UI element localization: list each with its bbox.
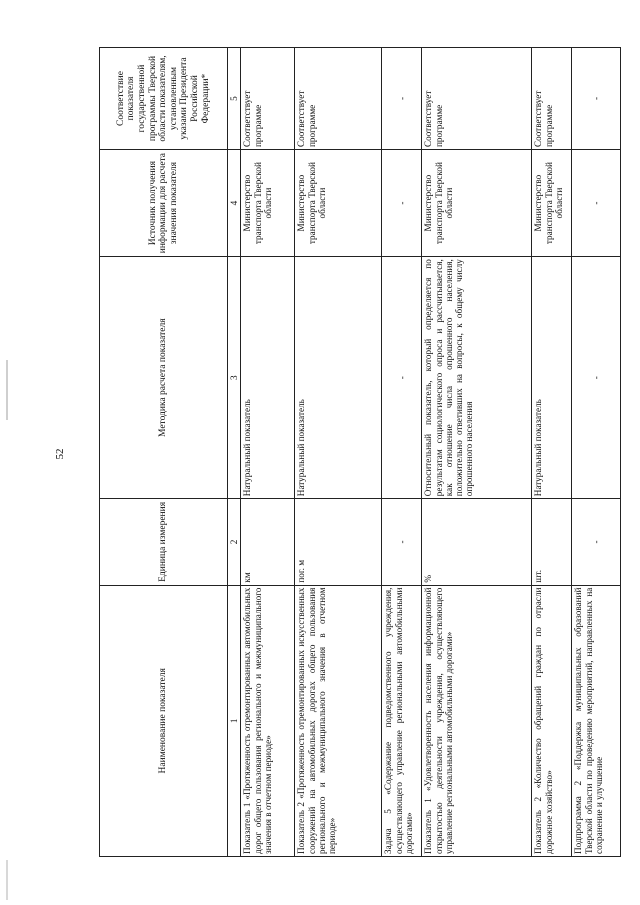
table-row — [572, 48, 621, 857]
column-number: 3 — [228, 257, 241, 499]
subprogram-name: Подпрограмма 2 «Поддержка муниципальных образований Тверской области по проведению мероприятий, направленных на сохранение и улучшение — [572, 585, 621, 856]
scan-margin-mark — [6, 860, 8, 900]
header-row — [100, 48, 228, 857]
table-row — [532, 48, 572, 857]
table-row — [382, 48, 422, 857]
indicator-name: Показатель 1 «Протяженность отремонтированных автомобильных дорог общего пользования регионального и межмуниципального значения в отчетном периоде» — [241, 585, 295, 856]
indicator-source: - — [572, 150, 621, 257]
header-conformity: Соответствие показателя государственной программы Тверской области показателям, установленным указами Президента Российской Федерации* — [100, 48, 228, 150]
column-number: 1 — [228, 585, 241, 856]
indicator-method: - — [572, 257, 621, 499]
indicator-name: Показатель 2 «Количество обращений граждан по отрасли дорожное хозяйство» — [532, 585, 572, 856]
indicator-method: Относительный показатель, который определяется по результатам социологического опроса и рассчитывается, как отношение числа опрошенного населения, положительно ответивших на вопросы, к общему числу опрошенного населения — [422, 257, 532, 499]
indicator-name: Показатель 1 «Удовлетворенность населения информационной открытостью деятельности учреждения, осуществляющего управление региональными автомобильными дорогами» — [422, 585, 532, 856]
indicator-conformity: Соответствует программе — [295, 48, 382, 150]
indicator-unit: км — [241, 499, 295, 585]
indicator-unit: шт. — [532, 499, 572, 585]
indicator-source: Министерство транспорта Тверской области — [295, 150, 382, 257]
indicator-unit: - — [382, 499, 422, 585]
column-number: 4 — [228, 150, 241, 257]
page-number: 52 — [54, 448, 66, 460]
indicator-method: Натуральный показатель — [241, 257, 295, 499]
indicator-method: - — [382, 257, 422, 499]
table-row — [422, 48, 532, 857]
indicator-conformity: - — [572, 48, 621, 150]
indicator-conformity: Соответствует программе — [241, 48, 295, 150]
indicator-unit: пог. м — [295, 499, 382, 585]
rotated-document-page — [99, 47, 604, 857]
indicator-unit: % — [422, 499, 532, 585]
indicator-conformity: Соответствует программе — [532, 48, 572, 150]
indicator-unit: - — [572, 499, 621, 585]
scan-margin-mark — [6, 360, 8, 420]
indicator-source: Министерство транспорта Тверской области — [241, 150, 295, 257]
indicator-source: Министерство транспорта Тверской области — [532, 150, 572, 257]
indicators-table — [99, 47, 621, 857]
indicator-method: Натуральный показатель — [295, 257, 382, 499]
indicator-conformity: Соответствует программе — [422, 48, 532, 150]
column-number: 2 — [228, 499, 241, 585]
indicator-method: Натуральный показатель — [532, 257, 572, 499]
column-number-row — [228, 48, 241, 857]
indicator-name: Показатель 2 «Протяженность отремонтированных искусственных сооружений на автомобильных дорогах общего пользования регионального и межмуниципального значения в отчетном периоде» — [295, 585, 382, 856]
indicator-source: - — [382, 150, 422, 257]
table-row — [241, 48, 295, 857]
header-unit: Единица измерения — [100, 499, 228, 585]
table-row — [295, 48, 382, 857]
indicator-source: Министерство транспорта Тверской области — [422, 150, 532, 257]
header-indicator-name: Наименование показателя — [100, 585, 228, 856]
column-number: 5 — [228, 48, 241, 150]
indicator-conformity: - — [382, 48, 422, 150]
header-source: Источник получения информации для расчета значения показателя — [100, 150, 228, 257]
task-name: Задача 5 «Содержание подведомственного учреждения, осуществляющего управление региональными автомобильными дорогами» — [382, 585, 422, 856]
header-method: Методика расчета показателя — [100, 257, 228, 499]
